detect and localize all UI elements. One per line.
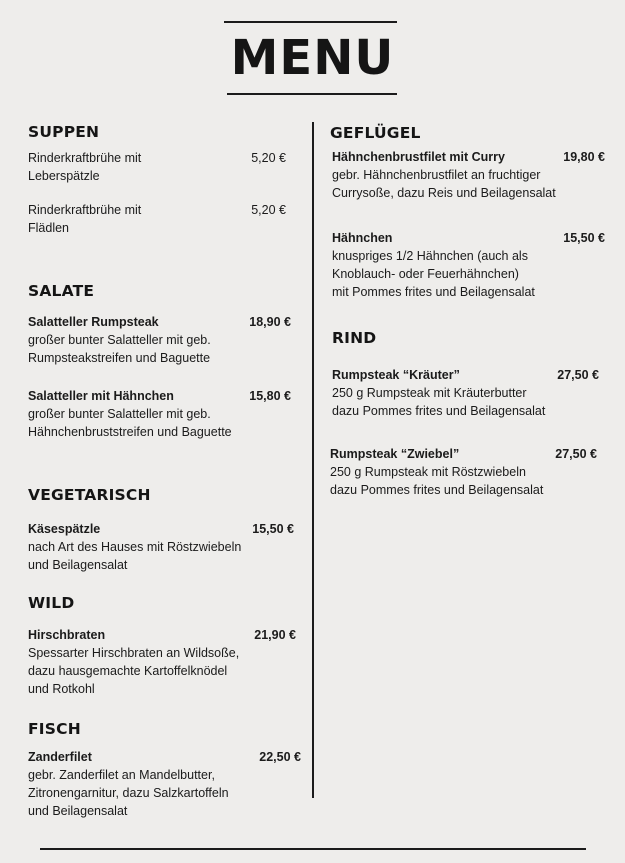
section-heading-fisch: FISCH: [28, 720, 81, 738]
item-description: großer bunter Salatteller mit geb. Rumpsteakstreifen und Baguette: [28, 333, 211, 365]
item-description: gebr. Hähnchenbrustfilet an fruchtiger Currysoße, dazu Reis und Beilagensalat: [332, 168, 556, 200]
item-description: 250 g Rumpsteak mit Röstzwiebeln dazu Pommes frites und Beilagensalat: [330, 465, 544, 497]
page-title: MENU: [230, 30, 395, 86]
column-divider: [312, 122, 314, 798]
title-bottom-rule: [227, 93, 397, 95]
menu-item: [332, 229, 605, 301]
menu-item: [28, 520, 294, 574]
item-price: 15,50 €: [563, 231, 605, 245]
item-description: 250 g Rumpsteak mit Kräuterbutter dazu Pommes frites und Beilagensalat: [332, 386, 546, 418]
item-price: 27,50 €: [555, 447, 597, 461]
item-name: Zanderfilet: [28, 750, 92, 764]
menu-item: [332, 366, 599, 420]
item-price: 22,50 €: [259, 750, 301, 764]
title-top-rule: [224, 21, 397, 23]
item-price: 5,20 €: [251, 151, 286, 165]
footer-rule: [40, 848, 586, 850]
menu-item: [28, 313, 291, 367]
item-name: Rumpsteak “Kräuter”: [332, 368, 460, 382]
item-name: Hähnchenbrustfilet mit Curry: [332, 150, 505, 164]
item-price: 5,20 €: [251, 203, 286, 217]
item-description: Spessarter Hirschbraten an Wildsoße, dazu hausgemachte Kartoffelknödel und Rotkohl: [28, 646, 240, 696]
section-heading-gefluegel: GEFLÜGEL: [330, 124, 421, 142]
item-price: 15,80 €: [249, 389, 291, 403]
item-name: Salatteller mit Hähnchen: [28, 389, 174, 403]
menu-item: [332, 148, 605, 202]
item-price: 19,80 €: [563, 150, 605, 164]
item-name: Rinderkraftbrühe mit Leberspätzle: [28, 151, 142, 183]
item-name: Hirschbraten: [28, 628, 106, 642]
item-description: knuspriges 1/2 Hähnchen (auch als Knoblauch- oder Feuerhähnchen) mit Pommes frites und Beilagensalat: [332, 249, 535, 299]
item-price: 15,50 €: [252, 522, 294, 536]
section-heading-vegetarisch: VEGETARISCH: [28, 486, 151, 504]
item-name: Salatteller Rumpsteak: [28, 315, 159, 329]
item-price: 18,90 €: [249, 315, 291, 329]
section-heading-wild: WILD: [28, 594, 75, 612]
item-name: Käsespätzle: [28, 522, 101, 536]
section-heading-rind: RIND: [332, 329, 377, 347]
menu-item: [28, 149, 286, 185]
menu-item: [28, 626, 296, 698]
item-name: Rumpsteak “Zwiebel”: [330, 447, 460, 461]
item-name: Hähnchen: [332, 231, 393, 245]
menu-item: [28, 387, 291, 441]
item-name: Rinderkraftbrühe mit Flädlen: [28, 203, 142, 235]
menu-item: [28, 201, 286, 237]
menu-item: [330, 445, 597, 499]
menu-item: [28, 748, 301, 820]
item-description: nach Art des Hauses mit Röstzwiebeln und Beilagensalat: [28, 540, 242, 572]
item-description: gebr. Zanderfilet an Mandelbutter, Zitronengarnitur, dazu Salzkartoffeln und Beilagensalat: [28, 768, 229, 818]
item-price: 27,50 €: [557, 368, 599, 382]
section-heading-salate: SALATE: [28, 282, 95, 300]
section-heading-suppen: SUPPEN: [28, 123, 100, 141]
item-price: 21,90 €: [254, 628, 296, 642]
item-description: großer bunter Salatteller mit geb. Hähnchenbruststreifen und Baguette: [28, 407, 232, 439]
